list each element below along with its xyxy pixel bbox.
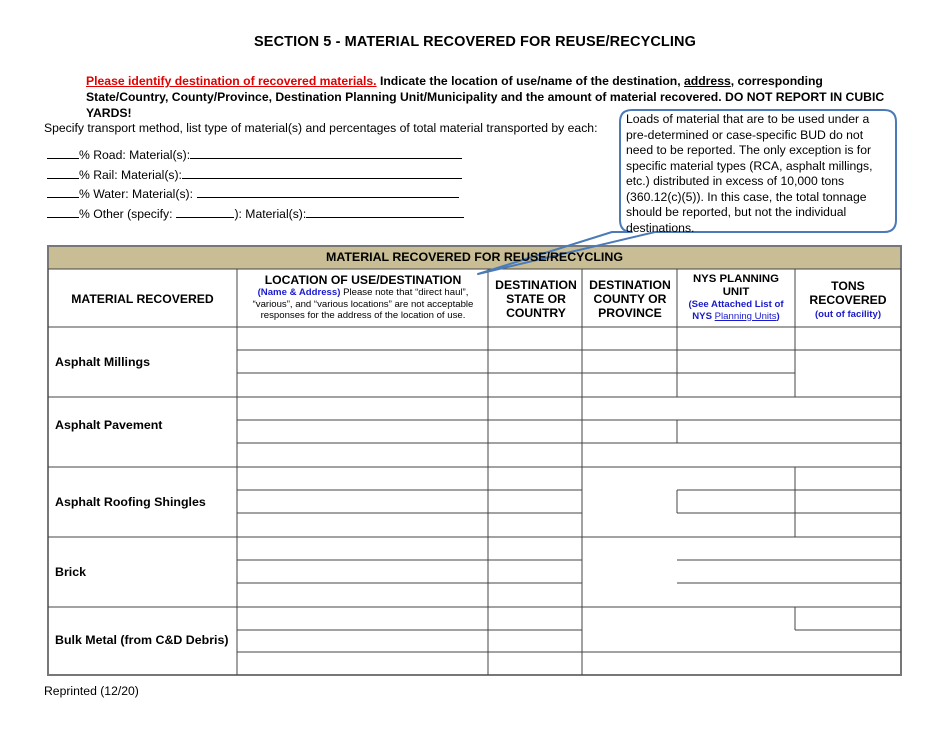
callout-text: Loads of material that are to be used under a pre-determined or case-specific BUD do not need to be reported. The only exception is for specific material types (RCA, asphalt millings, etc.) distributed in excess of 10,000 tons (360.12(c)(5)). In this case, the total tonnage should be reported, but not the individual destinations. bbox=[626, 112, 873, 235]
other-label-b: ): Material(s): bbox=[234, 207, 307, 221]
header-location-note: Please note that “direct haul”, “various”, and “various locations” are not acceptable responses for the address of the location of use. bbox=[252, 287, 474, 321]
other-label-a: % Other (specify: bbox=[79, 207, 173, 221]
transport-lead: Specify transport method, list type of material(s) and percentages of total material transported by each: bbox=[44, 121, 598, 135]
instructions-part2: , corresponding State/Country, County/Province, Destination Planning Unit/Municipality and the amount of material recovered. DO NOT REPORT IN CUBIC YARDS! bbox=[86, 74, 885, 120]
header-nys-title: NYS PLANNING UNIT bbox=[692, 273, 780, 298]
header-nys bbox=[679, 273, 793, 322]
row-label-bulk-metal: Bulk Metal (from C&D Debris) bbox=[55, 633, 229, 647]
page-title: SECTION 5 - MATERIAL RECOVERED FOR REUSE/RECYCLING bbox=[254, 34, 696, 50]
header-location-note-wrap bbox=[240, 287, 486, 322]
header-tons-title: TONS RECOVERED bbox=[809, 279, 887, 307]
road-label: % Road: Material(s): bbox=[79, 148, 191, 162]
instructions-part1: Indicate the location of use/name of the destination, bbox=[376, 74, 685, 88]
header-state: DESTINATION STATE OR COUNTRY bbox=[495, 278, 577, 320]
header-tons bbox=[797, 279, 899, 320]
header-nys-note bbox=[679, 299, 793, 322]
row-label-brick: Brick bbox=[55, 565, 86, 579]
header-nys-blue: (See Attached List of NYS bbox=[688, 299, 784, 322]
instructions-red: Please identify destination of recovered materials. bbox=[86, 74, 377, 88]
planning-units-link[interactable]: Planning Units bbox=[714, 310, 777, 322]
row-label-asphalt-pavement: Asphalt Pavement bbox=[55, 418, 163, 432]
row-label-asphalt-millings: Asphalt Millings bbox=[55, 355, 150, 369]
header-county: DESTINATION COUNTY OR PROVINCE bbox=[589, 278, 671, 320]
header-location-title: LOCATION OF USE/DESTINATION bbox=[264, 273, 462, 287]
rail-label: % Rail: Material(s): bbox=[79, 168, 182, 182]
header-location-blue: (Name & Address) bbox=[257, 287, 341, 298]
header-nys-close: ) bbox=[776, 310, 780, 322]
row-label-asphalt-roofing-shingles: Asphalt Roofing Shingles bbox=[55, 495, 206, 509]
water-label: % Water: Material(s): bbox=[79, 187, 193, 201]
header-location bbox=[240, 273, 486, 322]
header-material: MATERIAL RECOVERED bbox=[71, 292, 214, 306]
table-banner: MATERIAL RECOVERED FOR REUSE/RECYCLING bbox=[326, 250, 623, 264]
footer-reprinted: Reprinted (12/20) bbox=[44, 684, 139, 698]
header-tons-note: (out of facility) bbox=[814, 309, 882, 320]
instructions-address: address bbox=[684, 74, 731, 88]
